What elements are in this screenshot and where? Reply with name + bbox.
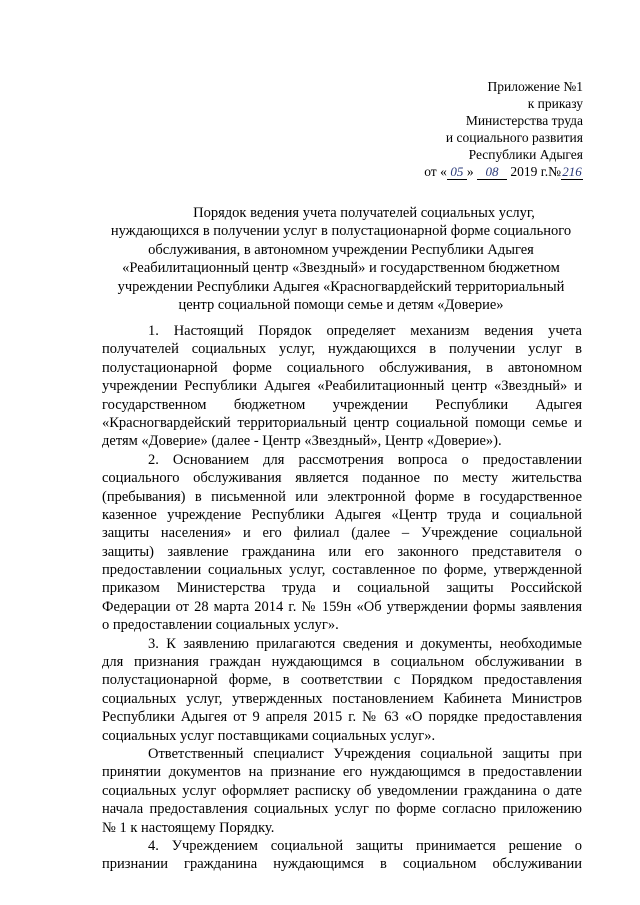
text-line: «Красногвардейский территориальный центр социальной помощи семье и <box>102 414 582 431</box>
appendix-date-line <box>424 163 583 180</box>
text-line: приказом Министерства труда и социальной защиты Российской <box>102 580 582 597</box>
title-line: учреждении Республики Адыгея «Красногвардейский территориальный <box>117 278 565 295</box>
text-line: Республики Адыгея от 9 апреля 2015 г. № 63 «О порядке предоставления <box>102 709 582 726</box>
text-line: № 1 к настоящему Порядку. <box>102 819 275 836</box>
paragraph-3 <box>102 635 582 745</box>
text-line: казенное учреждение Республики Адыгея «Центр труда и социальной <box>102 506 582 523</box>
text-line: предоставлении социальных услуг, составленное по форме, утвержденной <box>102 562 582 579</box>
text-line: полустационарной форме социального обслуживания, в автономном <box>102 359 582 376</box>
text-line: принятии документов на признание его нуждающимся в предоставлении <box>102 764 582 781</box>
text-line: 1. Настоящий Порядок определяет механизм ведения учета <box>148 323 582 339</box>
text-line: учреждении Республики Адыгея «Реабилитационный центр «Звездный» и <box>102 378 582 395</box>
document-title <box>96 204 586 314</box>
paragraph-4 <box>102 837 582 874</box>
text-line: социальных услуг поставщиками социальных услуг». <box>102 727 436 744</box>
text-line: получателей социальных услуг, нуждающихся в получении услуг в <box>102 341 582 358</box>
document-body <box>102 322 582 874</box>
text-line: 3. К заявлению прилагаются сведения и документы, необходимые <box>148 635 582 652</box>
text-line: социальных услуг, утвержденных постановлением Кабинета Министров <box>102 690 582 707</box>
date-prefix: от « <box>424 164 447 179</box>
date-day: 05 <box>447 165 467 180</box>
text-line: признании гражданина нуждающимся в социальном обслуживании <box>102 856 582 873</box>
text-line: для признания граждан нуждающимся в социальном обслуживании в <box>102 654 582 671</box>
appendix-number: Приложение №1 <box>487 79 583 94</box>
appendix-republic: Республики Адыгея <box>468 147 583 162</box>
text-line: защиты) заявление гражданина или его законного представителя о <box>102 543 582 560</box>
paragraph-3-note <box>102 745 582 837</box>
date-year: 2019 г.№ <box>510 164 561 179</box>
title-line: нуждающихся в получении услуг в полустационарной форме социального <box>110 223 572 240</box>
text-line: (пребывания) в письменной или электронной форме в государственное <box>102 488 582 505</box>
text-line: государственном бюджетном учреждении Республики Адыгея <box>102 396 582 413</box>
title-line: «Реабилитационный центр «Звездный» и государственном бюджетном <box>122 260 560 277</box>
text-line: 4. Учреждением социальной защиты принимается решение о <box>148 837 582 854</box>
text-line: социального обслуживания является поданное по месту жительства <box>102 470 582 487</box>
text-line: 2. Основанием для рассмотрения вопроса о предоставлении <box>148 451 582 468</box>
date-mid: » <box>466 164 474 179</box>
appendix-header <box>424 78 583 180</box>
text-line: Федерации от 28 марта 2014 г. № 159н «Об утверждении формы заявления <box>102 598 582 615</box>
text-line: о предоставлении социальных услуг». <box>102 617 339 634</box>
paragraph-1 <box>102 322 582 451</box>
text-line: защиты населения» и его филиал (далее – Учреждение социальной <box>102 525 582 542</box>
text-line: социальных услуг оформляет расписку об уведомлении гражданина о дате <box>102 782 582 799</box>
text-line: начала предоставления социальных услуг по форме согласно приложению <box>102 801 582 818</box>
appendix-ministry-cont: и социального развития <box>445 130 583 145</box>
appendix-ministry: Министерства труда <box>465 113 583 128</box>
appendix-order-ref: к приказу <box>527 96 583 111</box>
text-line: детям «Доверие» (далее - Центр «Звездный», Центр «Доверие»). <box>102 433 502 450</box>
date-month: 08 <box>477 165 507 180</box>
title-line: Порядок ведения учета получателей социальных услуг, <box>193 205 535 221</box>
text-line: Ответственный специалист Учреждения социальной защиты при <box>148 745 582 762</box>
paragraph-2 <box>102 451 582 635</box>
title-line: обслуживания, в автономном учреждении Республики Адыгея <box>148 241 534 258</box>
order-number: 216 <box>562 164 582 179</box>
title-line: центр социальной помощи семье и детям «Доверие» <box>178 297 504 314</box>
text-line: полустационарной форме, в соответствии с Порядком предоставления <box>102 672 582 689</box>
